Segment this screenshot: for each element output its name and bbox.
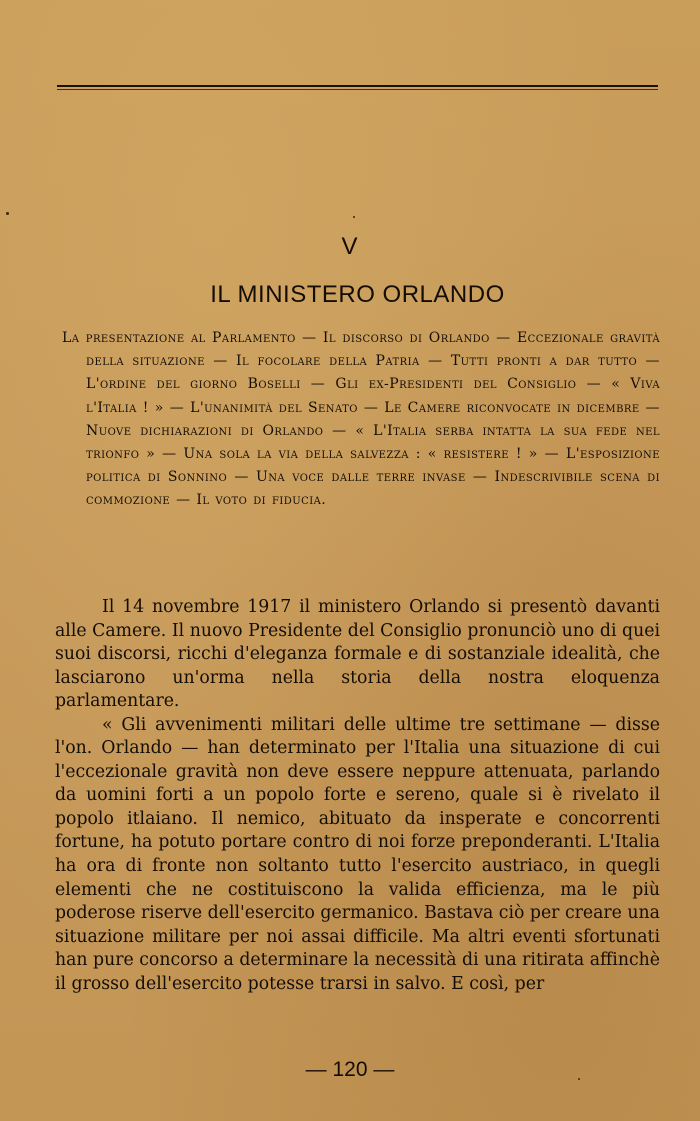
chapter-number: V: [341, 233, 359, 260]
body-paragraph: Il 14 novembre 1917 il ministero Orlando si presentò davanti alle Camere. Il nuovo Presidente del Consiglio pronunciò uno di quei suoi discorsi, ricchi d'eleganza formale e di sostanziale idealità, che lasciarono un'orma nella storia della nostra eloquenza parlamentare.: [55, 597, 660, 712]
chapter-title: IL MINISTERO ORLANDO: [210, 281, 505, 308]
body-paragraph: « Gli avvenimenti militari delle ultime tre settimane — disse l'on. Orlando — han determinato per l'Italia una situazione di cui l'eccezionale gravità non deve essere neppure attenuata, parlando da uomini forti a un popolo forte e sereno, quale si è rivelato il popolo itlaiano. Il nemico, abituato da insperate e concorrenti fortune, ha potuto portare contro di noi forze preponderanti. L'Italia ha ora di fronte non soltanto tutto l'esercito austriaco, in quegli elementi che ne costituiscono la valida efficienza, ma le più poderose riserve dell'esercito germanico. Bastava ciò per creare una situazione militare per noi assai difficile. Ma altri eventi sfortunati han pure concorso a determinare la necessità di una ritirata affinchè il grosso dell'esercito potesse trarsi in salvo. E così, per: [55, 714, 660, 994]
paper-speck: [6, 212, 9, 215]
body-text: [55, 596, 660, 996]
paper-speck: [353, 216, 355, 218]
header-rule: [57, 85, 658, 87]
chapter-summary: La presentazione al Parlamento — Il discorso di Orlando — Eccezionale gravità della situazione — Il focolare della Patria — Tutti pronti a dar tutto — L'ordine del giorno Boselli — Gli ex-Presidenti del Consiglio — « Viva l'Italia ! » — L'unanimità del Senato — Le Camere riconvocate in dicembre — Nuove dichiarazioni di Orlando — « L'Italia serba intatta la sua fede nel trionfo » — Una sola la via della salvezza : « resistere ! » — L'esposizione politica di Sonnino — Una voce dalle terre invase — Indescrivibile scena di commozione — Il voto di fiducia.: [62, 330, 660, 509]
header-rule-thin: [57, 89, 658, 90]
page-number: — 120 —: [305, 1058, 395, 1081]
